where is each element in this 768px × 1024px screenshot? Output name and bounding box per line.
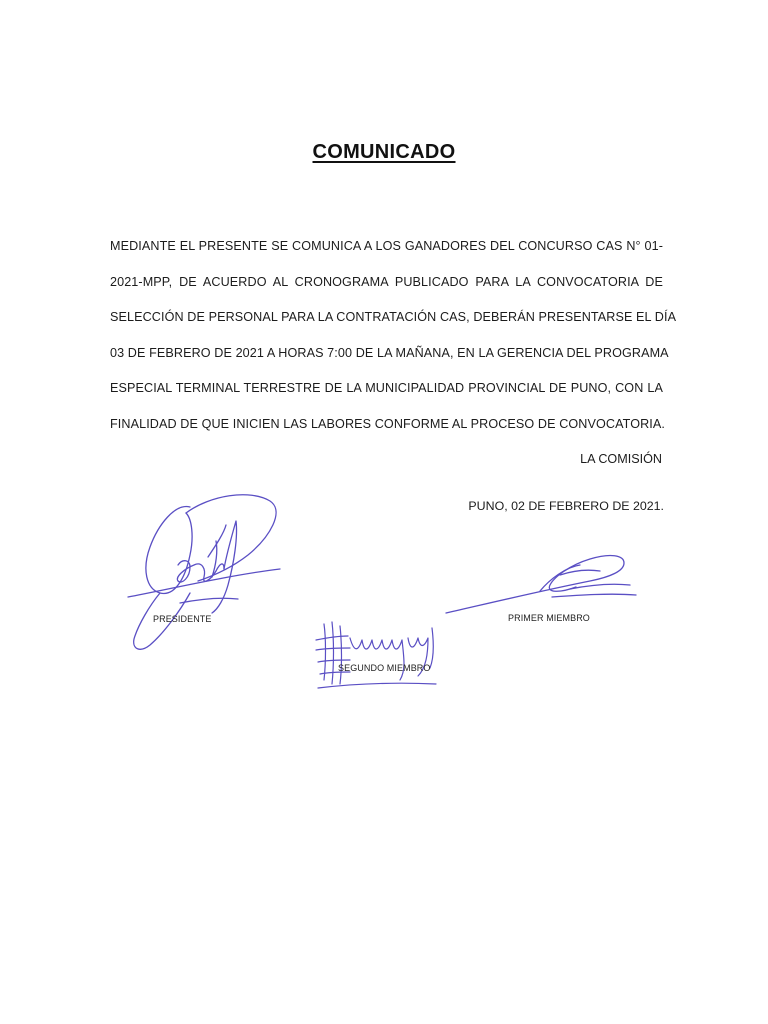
segundo-miembro-signature	[312, 618, 447, 693]
presidente-signature	[120, 485, 290, 660]
primer-miembro-signature	[440, 545, 640, 620]
segundo-miembro-label: SEGUNDO MIEMBRO	[338, 663, 431, 673]
body-line: ESPECIAL TERMINAL TERRESTRE DE LA MUNICIPALIDAD PROVINCIAL DE PUNO, CON LA	[110, 381, 663, 395]
document-title: COMUNICADO	[312, 141, 456, 163]
body-line: FINALIDAD DE QUE INICIEN LAS LABORES CONFORME AL PROCESO DE CONVOCATORIA.	[110, 416, 666, 431]
presidente-label: PRESIDENTE	[153, 614, 212, 624]
document-body	[110, 229, 677, 442]
body-line: MEDIANTE EL PRESENTE SE COMUNICA A LOS GANADORES DEL CONCURSO CAS N° 01-	[110, 239, 663, 253]
body-line: SELECCIÓN DE PERSONAL PARA LA CONTRATACIÓN CAS, DEBERÁN PRESENTARSE EL DÍA	[110, 310, 677, 324]
body-line: 2021-MPP, DE ACUERDO AL CRONOGRAMA PUBLICADO PARA LA CONVOCATORIA DE	[110, 274, 663, 289]
place-date-line: PUNO, 02 DE FEBRERO DE 2021.	[468, 499, 664, 513]
issuer-line: LA COMISIÓN	[580, 452, 662, 466]
body-line: 03 DE FEBRERO DE 2021 A HORAS 7:00 DE LA MAÑANA, EN LA GERENCIA DEL PROGRAMA	[110, 345, 669, 360]
primer-miembro-label: PRIMER MIEMBRO	[508, 613, 590, 623]
